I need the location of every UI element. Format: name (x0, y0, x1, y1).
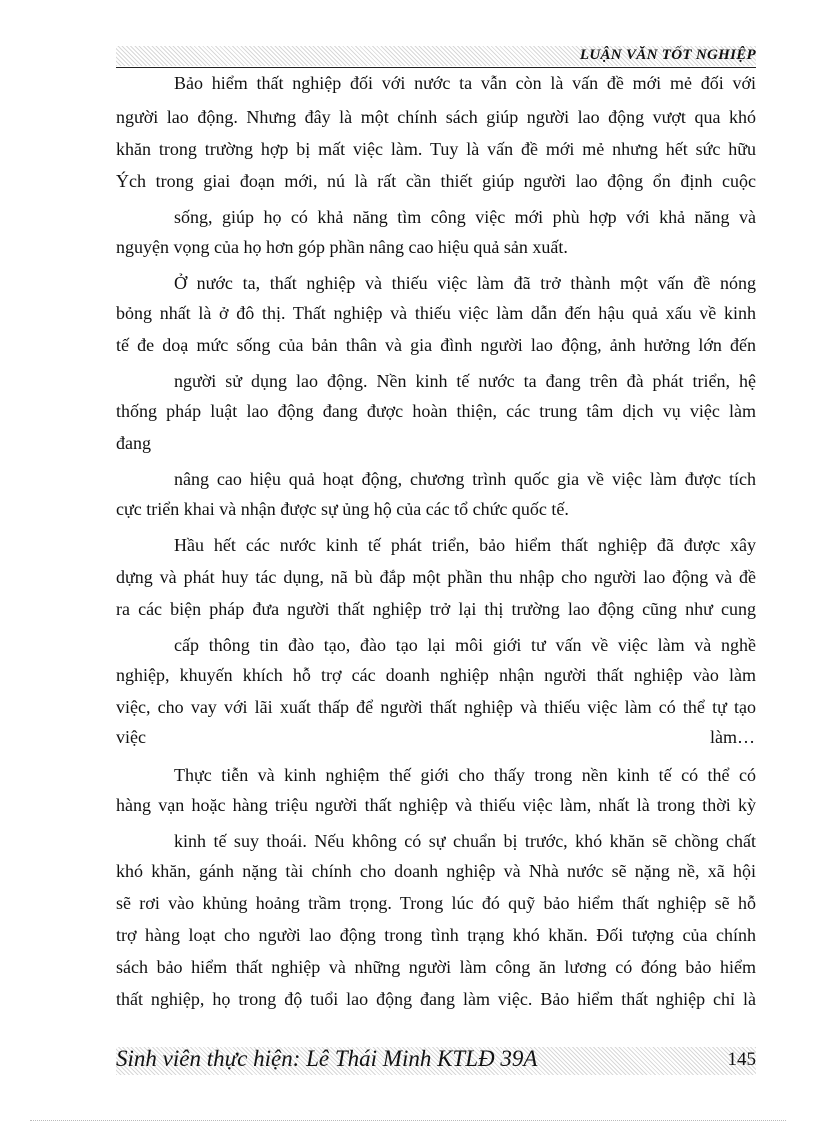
text-line: dựng và phát huy tác dụng, nã bù đắp một phần thu nhập cho người lao động và đề (116, 567, 756, 587)
page-bottom-rule (30, 1120, 786, 1121)
text-line: việc (116, 727, 146, 747)
text-line: nâng cao hiệu quả hoạt động, chương trình quốc gia về việc làm được tích (174, 469, 756, 489)
text-line: Thực tiễn và kinh nghiệm thế giới cho thấy trong nền kinh tế có thể có (174, 765, 756, 785)
text-line: cực triển khai và nhận được sự ủng hộ của các tổ chức quốc tế. (116, 499, 569, 519)
text-line: trợ hàng loạt cho người lao động trong tình trạng khó khăn. Đối tượng của chính (116, 925, 756, 945)
text-line: sách bảo hiểm thất nghiệp và những người làm công ăn lương có đóng bảo hiểm (116, 957, 756, 977)
text-line: kinh tế suy thoái. Nếu không có sự chuẩn bị trước, khó khăn sẽ chồng chất (174, 831, 756, 851)
text-line: làm… (710, 727, 755, 747)
text-line: ra các biện pháp đưa người thất nghiệp trở lại thị trường lao động cũng như cung (116, 599, 756, 619)
text-line: người sử dụng lao động. Nền kinh tế nước ta đang trên đà phát triển, hệ (174, 371, 756, 391)
text-line: Bảo hiểm thất nghiệp đối với nước ta vẫn còn là vấn đề mới mẻ đối với (174, 73, 756, 93)
text-line: nghiệp, khuyến khích hỗ trợ các doanh nghiệp nhận người thất nghiệp vào làm (116, 665, 756, 685)
text-line: cấp thông tin đào tạo, đào tạo lại môi giới tư vấn về việc làm và nghề (174, 635, 756, 655)
text-line: sống, giúp họ có khả năng tìm công việc mới phù hợp với khả năng và (174, 207, 756, 227)
text-line: thất nghiệp, họ trong độ tuổi lao động đang làm việc. Bảo hiểm thất nghiệp chỉ là (116, 989, 756, 1009)
text-line: sẽ rơi vào khủng hoảng trầm trọng. Trong lúc đó quỹ bảo hiểm thất nghiệp sẽ hỗ (116, 893, 756, 913)
text-line: khó khăn, gánh nặng tài chính cho doanh nghiệp và Nhà nước sẽ nặng nề, xã hội (116, 861, 756, 881)
text-line: Ých trong giai đoạn mới, nú là rất cần thiết giúp người lao động ổn định cuộc (116, 171, 756, 191)
page-number: 145 (727, 1049, 756, 1070)
text-line: việc, cho vay với lãi xuất thấp để người thất nghiệp và thiếu việc làm có thể tự tạo (116, 697, 756, 717)
text-line: nguyện vọng của họ hơn góp phần nâng cao hiệu quả sản xuất. (116, 237, 568, 257)
running-header-title: LUẬN VĂN TỐT NGHIỆP (579, 47, 756, 63)
text-line: Ở nước ta, thất nghiệp và thiếu việc làm đã trở thành một vấn đề nóng (174, 273, 756, 293)
text-line: người lao động. Nhưng đây là một chính sách giúp người lao động vượt qua khó (116, 107, 756, 127)
text-line: khăn trong trường hợp bị mất việc làm. Tuy là vấn đề mới mẻ nhưng hết sức hữu (116, 139, 756, 159)
footer-author: Sinh viên thực hiện: Lê Thái Minh KTLĐ 39A (116, 1046, 538, 1071)
text-line: đang (116, 433, 151, 453)
header-divider (116, 67, 756, 68)
text-line: Hầu hết các nước kinh tế phát triển, bảo hiểm thất nghiệp đã được xây (174, 535, 756, 555)
text-line: hàng vạn hoặc hàng triệu người thất nghiệp và thiếu việc làm, nhất là trong thời kỳ (116, 795, 756, 815)
text-line: thống pháp luật lao động đang được hoàn thiện, các trung tâm dịch vụ việc làm (116, 401, 756, 421)
text-line: tế đe doạ mức sống của bản thân và gia đình người lao động, ảnh hưởng lớn đến (116, 335, 756, 355)
text-line: bỏng nhất là ở đô thị. Thất nghiệp và thiếu việc làm dẫn đến hậu quả xấu về kinh (116, 303, 756, 323)
